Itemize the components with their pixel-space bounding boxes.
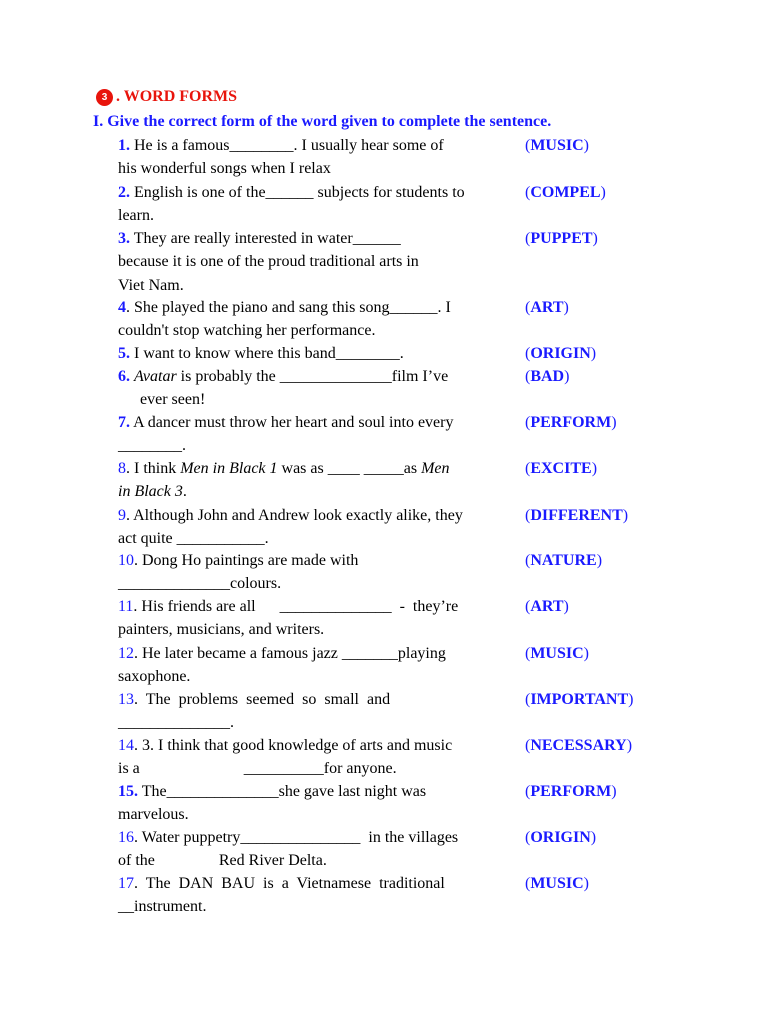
keyword: DIFFERENT: [530, 507, 623, 524]
keyword-hint: (ORIGIN): [525, 345, 597, 362]
item-text: . 3. I think that good knowledge of arts and music: [134, 737, 453, 754]
keyword-hint: (MUSIC): [525, 645, 589, 662]
item-text: of the Red River Delta.: [118, 852, 327, 870]
keyword: NECESSARY: [530, 737, 627, 754]
item-number: 5.: [118, 345, 130, 362]
item-text: A dancer must throw her heart and soul into every: [130, 414, 454, 431]
keyword: ORIGIN: [530, 345, 591, 362]
item-text: . I think: [126, 460, 181, 477]
exercise-item: [118, 780, 511, 827]
item-text: . Water puppetry_______________ in the villages: [134, 829, 459, 846]
item-number: 7.: [118, 414, 130, 431]
item-text: ______________.: [118, 714, 234, 732]
exercise-item: [118, 688, 511, 735]
item-text: his wonderful songs when I relax: [118, 160, 331, 178]
item-text: marvelous.: [118, 806, 189, 824]
item-text: ______________colours.: [118, 575, 282, 593]
item-text: couldn't stop watching her performance.: [118, 322, 376, 340]
item-text: saxophone.: [118, 668, 191, 686]
item-text: The______________she gave last night was: [138, 783, 427, 800]
item-text: because it is one of the proud traditional arts in: [118, 253, 419, 271]
keyword-hint: (ART): [525, 299, 569, 316]
exercise-item: [118, 595, 511, 642]
item-text: is a __________for anyone.: [118, 760, 397, 778]
keyword-hint: (PUPPET): [525, 230, 598, 247]
keyword: MUSIC: [530, 645, 584, 662]
exercise-item: [118, 549, 511, 596]
item-number: 8: [118, 460, 126, 477]
item-text: He is a famous________. I usually hear some of: [130, 137, 444, 154]
keyword: ART: [530, 299, 564, 316]
keyword-hint: (ART): [525, 598, 569, 615]
exercise-item: [118, 227, 511, 297]
item-text: learn.: [118, 207, 154, 225]
keyword-hint: (NATURE): [525, 552, 603, 569]
item-number: 12: [118, 645, 134, 662]
keyword-hint: (MUSIC): [525, 875, 589, 892]
exercise-item: [118, 642, 511, 689]
item-number: 10: [118, 552, 134, 569]
item-text: . Dong Ho paintings are made with: [134, 552, 359, 569]
item-text: I want to know where this band________.: [130, 345, 404, 362]
item-number: 17: [118, 875, 134, 892]
keyword-hint: (NECESSARY): [525, 737, 633, 754]
item-text: English is one of the______ subjects for students to: [130, 184, 465, 201]
exercise-item: [118, 826, 511, 873]
keyword: IMPORTANT: [530, 691, 629, 708]
keyword: PERFORM: [530, 414, 612, 431]
keyword-hint: (IMPORTANT): [525, 691, 634, 708]
section-title: . WORD FORMS: [116, 88, 238, 105]
section-heading: [96, 88, 237, 106]
keyword-hint: (MUSIC): [525, 137, 589, 154]
item-number: 11: [118, 598, 134, 615]
keyword-hint: (COMPEL): [525, 184, 606, 201]
keyword-hint: (EXCITE): [525, 460, 598, 477]
item-number: 4: [118, 299, 126, 316]
item-number: 14: [118, 737, 134, 754]
keyword: ART: [530, 598, 564, 615]
item-text: . Although John and Andrew look exactly alike, they: [126, 507, 463, 524]
exercise-item: [118, 411, 511, 458]
item-number: 1.: [118, 137, 130, 154]
item-text: . The problems seemed so small and: [134, 691, 391, 708]
keyword-hint: (PERFORM): [525, 414, 617, 431]
item-text: ________.: [118, 437, 186, 455]
movie-title: in Black 3: [118, 483, 183, 501]
keyword: COMPEL: [530, 184, 601, 201]
keyword: PUPPET: [530, 230, 593, 247]
exercise-item: [118, 134, 511, 181]
item-text: act quite ___________.: [118, 530, 269, 548]
item-number: 6.: [118, 368, 130, 385]
keyword: PERFORM: [530, 783, 612, 800]
keyword: ORIGIN: [530, 829, 591, 846]
section-number-badge: 3: [96, 89, 113, 106]
movie-title: Men in Black 1: [180, 460, 278, 477]
exercise-item: [118, 504, 511, 551]
item-number: 9: [118, 507, 126, 524]
keyword: MUSIC: [530, 875, 584, 892]
item-number: 2.: [118, 184, 130, 201]
item-text: ever seen!: [140, 391, 206, 409]
exercise-item: [118, 181, 511, 228]
item-number: 3.: [118, 230, 130, 247]
item-text: Viet Nam.: [118, 276, 184, 294]
keyword: NATURE: [530, 552, 597, 569]
item-number: 16: [118, 829, 134, 846]
item-text: . The DAN BAU is a Vietnamese traditional: [134, 875, 445, 892]
item-number: 15.: [118, 783, 138, 800]
keyword: MUSIC: [530, 137, 584, 154]
exercise-instruction: I. Give the correct form of the word given to complete the sentence.: [93, 113, 552, 130]
exercise-item: [118, 872, 511, 919]
exercise-item: [118, 342, 511, 365]
item-number: 13: [118, 691, 134, 708]
keyword: BAD: [530, 368, 565, 385]
movie-title: Avatar: [134, 368, 177, 385]
exercise-item: [118, 365, 511, 412]
item-text: . She played the piano and sang this song______. I: [126, 299, 451, 316]
keyword-hint: (BAD): [525, 368, 570, 385]
exercise-item: [118, 457, 511, 504]
item-text: . He later became a famous jazz _______playing: [134, 645, 446, 662]
item-text: was as ____ _____as: [277, 460, 422, 477]
exercise-item: [118, 734, 511, 781]
keyword-hint: (PERFORM): [525, 783, 617, 800]
keyword-hint: (ORIGIN): [525, 829, 597, 846]
keyword: EXCITE: [530, 460, 592, 477]
item-text: painters, musicians, and writers.: [118, 621, 325, 639]
exercise-item: [118, 296, 511, 343]
item-text: .: [182, 483, 187, 501]
item-text: . His friends are all ______________ - they’re: [133, 598, 459, 615]
item-text: __instrument.: [118, 898, 207, 916]
item-text: is probably the ______________film I’ve: [176, 368, 449, 385]
item-text: They are really interested in water______: [130, 230, 401, 247]
movie-title: Men: [421, 460, 450, 477]
keyword-hint: (DIFFERENT): [525, 507, 629, 524]
